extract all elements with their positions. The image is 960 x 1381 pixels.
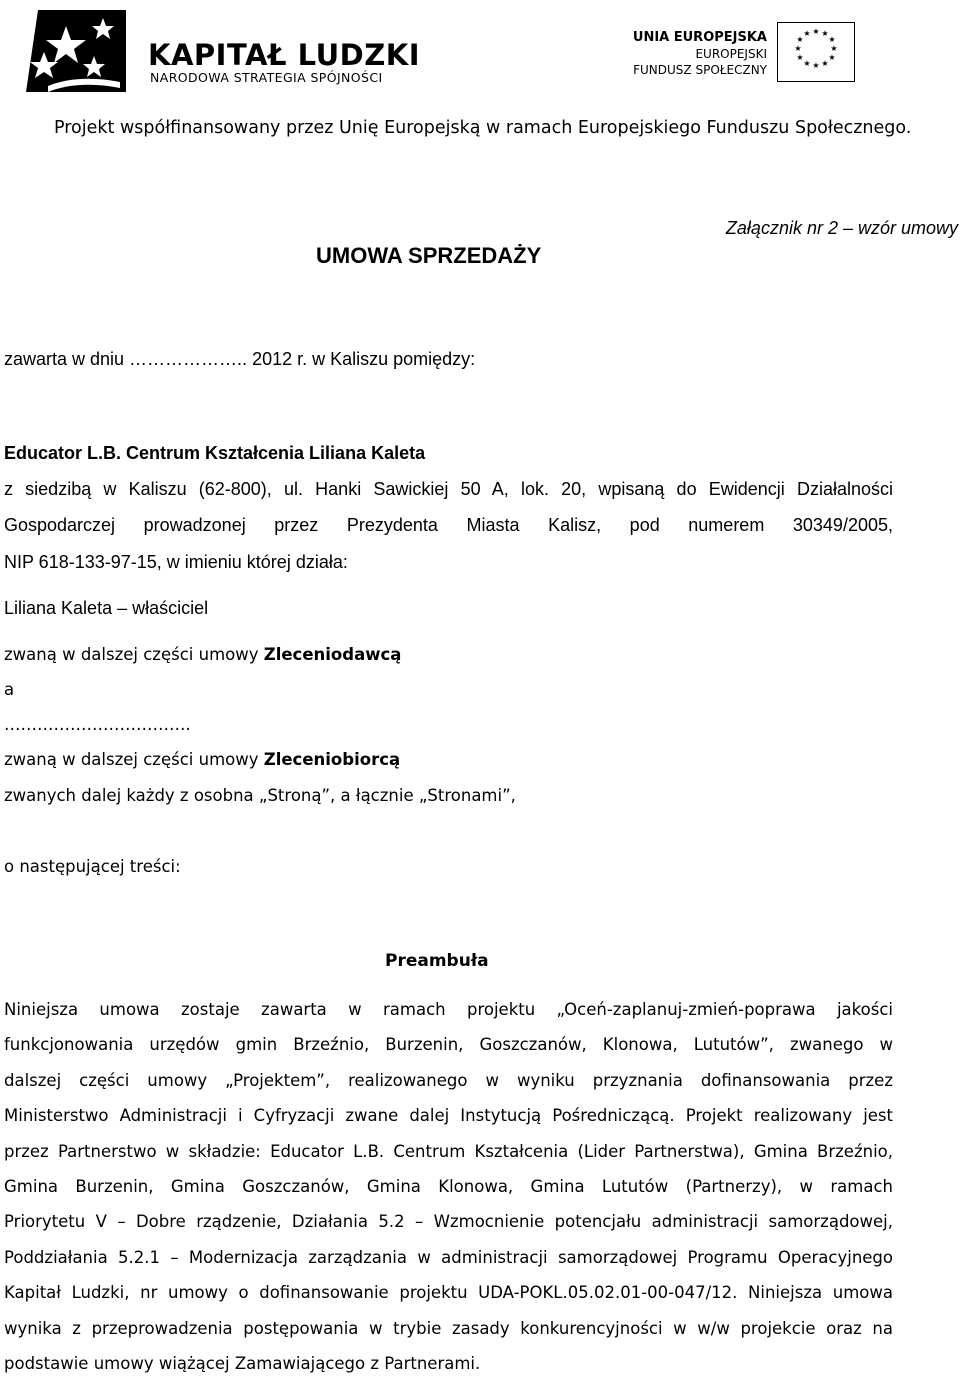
preamble-heading: Preambuła: [385, 951, 489, 971]
date-line: zawarta w dniu ……………….. 2012 r. w Kaliszu pomiędzy:: [4, 349, 476, 369]
svg-text:★: ★: [803, 59, 811, 68]
svg-text:★: ★: [821, 29, 829, 38]
representative: Liliana Kaleta – właściciel: [4, 598, 209, 618]
and-word: a: [4, 680, 15, 699]
contracting-party-term: Zleceniodawcą: [263, 645, 402, 664]
called-prefix-2: zwaną w dalszej części umowy: [4, 750, 264, 769]
eu-fund-line1: EUROPEJSKI: [695, 47, 767, 61]
contractor-line: [4, 750, 400, 769]
eu-logo: [625, 22, 855, 82]
content-intro: o następującej treści:: [4, 857, 181, 876]
eu-fund-line2: FUNDUSZ SPOŁECZNY: [633, 63, 767, 77]
preamble-line: wynika z przeprowadzenia postępowania w trybie zasady konkurencyjności w w/w projekcie oraz na: [4, 1318, 893, 1338]
annex-label: Załącznik nr 2 – wzór umowy: [725, 218, 958, 238]
kapital-ludzki-logo: [8, 4, 421, 100]
svg-text:★: ★: [796, 35, 804, 44]
page-title: UMOWA SPRZEDAŻY: [316, 243, 542, 268]
contractor-term: Zleceniobiorcą: [263, 750, 401, 769]
contracting-party-line: [4, 645, 401, 664]
preamble-line: Kapitał Ludzki, nr umowy o dofinansowanie projektu UDA-POKL.05.02.01-00-047/12. Niniejsza umowa: [4, 1283, 893, 1303]
preamble-line: przez Partnerstwo w składzie: Educator L.B. Centrum Kształcenia (Lider Partnerstwa), Gmina Brzeźnio,: [4, 1141, 893, 1161]
party1-address-line1: z siedzibą w Kaliszu (62-800), ul. Hanki Sawickiej 50 A, lok. 20, wpisaną do Ewidencji Działalności: [4, 479, 893, 499]
preamble-line: funkcjonowania urzędów gmin Brzeźnio, Burzenin, Goszczanów, Klonowa, Lututów”, zwanego w: [4, 1035, 893, 1055]
project-cofinancing-line: Projekt współfinansowany przez Unię Europejską w ramach Europejskiego Funduszu Społecznego.: [54, 118, 912, 138]
preamble-line: Gmina Burzenin, Gmina Goszczanów, Gmina Klonowa, Gmina Lututów (Partnerzy), w ramach: [4, 1176, 893, 1196]
eu-title: UNIA EUROPEJSKA: [632, 30, 767, 45]
kapital-ludzki-title: KAPITAŁ LUDZKI: [148, 38, 421, 72]
preamble-line: dalszej części umowy „Projektem”, realizowanego w wyniku przyznania dofinansowania przez: [4, 1070, 893, 1090]
party1-name: Educator L.B. Centrum Kształcenia Liliana Kaleta: [4, 443, 426, 463]
preamble-line: Ministerstwo Administracji i Cyfryzacji zwane dalej Instytucją Pośredniczącą. Projekt realizowany jest: [4, 1106, 893, 1126]
called-prefix: zwaną w dalszej części umowy: [4, 645, 264, 664]
eu-flag-icon: [777, 22, 855, 82]
svg-text:★: ★: [830, 44, 838, 53]
preamble-line: Niniejsza umowa zostaje zawarta w ramach projektu „Oceń-zaplanuj-zmień-poprawa jakości: [4, 1000, 893, 1019]
party1-address-line2: Gospodarczej prowadzonej przez Prezydenta Miasta Kalisz, pod numerem 30349/2005,: [4, 515, 893, 535]
svg-text:★: ★: [812, 61, 820, 70]
svg-text:★: ★: [796, 53, 804, 62]
preamble-line: Priorytetu V – Dobre rządzenie, Działania 5.2 – Wzmocnienie potencjału administracji samorządowej,: [4, 1212, 893, 1232]
svg-text:★: ★: [821, 59, 829, 68]
parties-line: zwanych dalej każdy z osobna „Stroną”, a łącznie „Stronami”,: [4, 786, 516, 805]
svg-text:★: ★: [828, 35, 836, 44]
svg-text:★: ★: [812, 27, 820, 36]
contractor-placeholder: …………………………….: [4, 715, 191, 734]
kapital-ludzki-emblem-icon: [8, 4, 138, 100]
svg-text:★: ★: [803, 29, 811, 38]
preamble-line: Poddziałania 5.2.1 – Modernizacja zarządzania w administracji samorządowej Programu Operacyjnego: [4, 1247, 893, 1267]
kapital-ludzki-subtitle: NARODOWA STRATEGIA SPÓJNOŚCI: [150, 70, 383, 85]
svg-text:★: ★: [828, 53, 836, 62]
preamble-paragraph: [4, 992, 893, 1381]
svg-text:★: ★: [794, 44, 802, 53]
party1-address-line3: NIP 618-133-97-15, w imieniu której działa:: [4, 552, 348, 572]
preamble-line: podstawie umowy wiążącej Zamawiającego z Partnerami.: [4, 1353, 481, 1373]
